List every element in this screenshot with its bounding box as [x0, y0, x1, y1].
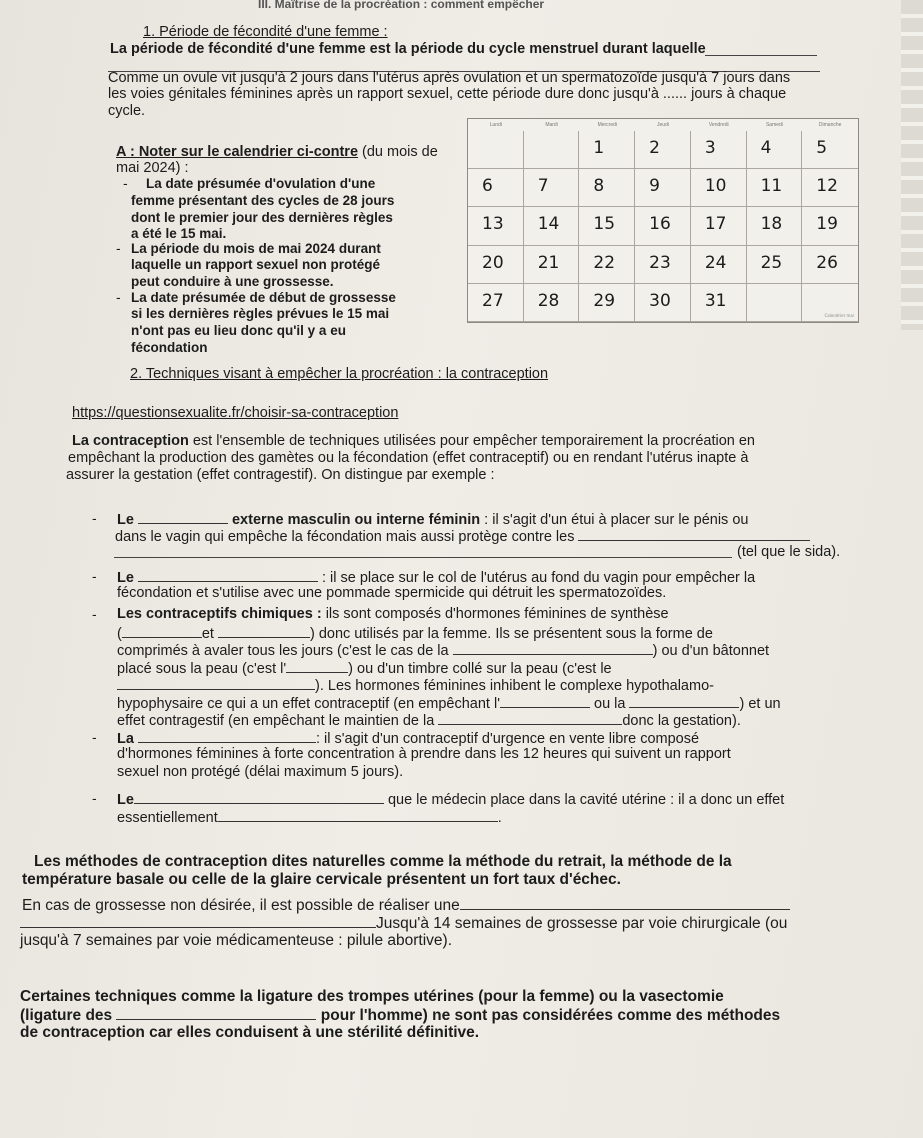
sti-blank[interactable] [578, 527, 810, 541]
calendar-day-number: 1 [593, 138, 605, 158]
chemical-tail: ils sont composés d'hormones féminines de synthèse [321, 606, 669, 622]
calendar-day-number: 13 [482, 214, 504, 235]
contraception-link[interactable]: https://questionsexualite.fr/choisir-sa-contraception [72, 405, 399, 421]
item1-line4: a été le 15 mai. [131, 226, 227, 241]
item1-line2: femme présentant des cycles de 28 jours [131, 193, 395, 208]
ligature-tail: pour l'homme) ne sont pas considérées comme des méthodes [320, 1007, 781, 1024]
morning-after-line-3: sexuel non protégé (délai maximum 5 jours). [117, 764, 404, 780]
part1-title-text: 1. Période de fécondité d'une femme : [143, 24, 388, 40]
calendar-day-cell[interactable] [691, 131, 747, 169]
calendar-day-number: 16 [649, 214, 671, 235]
calendar-day-cell[interactable] [524, 131, 580, 169]
calendar-day-number: 6 [482, 176, 493, 197]
calendar-weekday-header [468, 119, 858, 131]
pill-text: comprimés à avaler tous les jours (c'est le cas de la [117, 643, 449, 659]
calendar-grid [468, 131, 858, 322]
calendar-day-cell[interactable] [635, 131, 691, 169]
bullet-dash: - [116, 240, 121, 256]
calendar-day-number: 22 [593, 252, 616, 273]
item1-line3: dont le premier jour des dernières règles [131, 210, 393, 225]
bullet-dash: - [92, 606, 97, 622]
chemical-line-7 [117, 711, 741, 730]
calendar-day-cell[interactable] [802, 246, 858, 284]
calendar-day-cell[interactable] [579, 169, 635, 207]
natural-methods-line-1: Les méthodes de contraception dites naturelles comme la méthode du retrait, la méthode de la [34, 853, 732, 870]
iud-line-1 [117, 790, 784, 809]
natural-methods-line-2: température basale ou celle de la glaire cervicale présentent un fort taux d'échec. [22, 871, 621, 888]
iud-effect-text: essentiellement [117, 810, 218, 826]
calendar-day-cell[interactable] [579, 284, 635, 322]
condom-line-3: (tel que le sida). [737, 544, 841, 560]
abortion-weeks: Jusqu'à 14 semaines de grossesse par voie chirurgicale (ou [376, 915, 788, 932]
calendar-day-cell[interactable] [468, 284, 524, 322]
calendar-day-number: 31 [704, 290, 727, 311]
item3-line1: La date présumée de début de grossesse [131, 290, 396, 305]
condom-tail: : il s'agit d'un étui à placer sur le pénis ou [480, 512, 749, 528]
calendar-day-cell[interactable] [802, 284, 858, 322]
calendar-day-cell[interactable] [635, 169, 691, 207]
calendar-instruction-2: mai 2024) : [116, 160, 189, 176]
calendar-day-cell[interactable] [524, 284, 580, 322]
condom-type: externe masculin ou interne féminin [231, 512, 481, 528]
fecundity-definition: La période de fécondité d'une femme est la période du cycle menstruel durant laquelle [110, 41, 706, 57]
condom-le: Le [117, 512, 134, 528]
morning-after-tail: : il s'agit d'un contraceptif d'urgence en vente libre composé [315, 731, 700, 747]
gestation-text: donc la gestation). [622, 713, 741, 729]
iud-period: . [497, 810, 502, 826]
patch-text: ) ou d'un timbre collé sur la peau (c'est le [348, 661, 612, 677]
item3-line2: si les dernières règles prévues le 15 mai [131, 306, 390, 321]
calendar-day-number: 20 [482, 252, 504, 273]
calendar-day-cell[interactable] [747, 284, 803, 322]
calendar-day-cell[interactable] [579, 131, 635, 169]
calendar-day-number: 26 [816, 252, 838, 273]
calendar-day-cell[interactable] [747, 246, 803, 284]
fecondation-blank[interactable] [629, 694, 739, 708]
part2-title [130, 366, 548, 383]
chemical-line-2-tail: ) donc utilisés par la femme. Ils se présentent sous la forme de [309, 626, 713, 642]
calendar-day-cell[interactable] [747, 169, 803, 207]
calendar-day-cell[interactable] [635, 284, 691, 322]
implant-intro: ) ou d'un bâtonnet [652, 643, 770, 659]
calendar-day-cell[interactable] [468, 169, 524, 207]
part1-title [143, 24, 388, 41]
intro-line-1 [72, 433, 755, 450]
implant-blank[interactable] [286, 659, 348, 673]
ovulation-blank[interactable] [500, 694, 590, 708]
chemical-line-1 [117, 606, 669, 623]
intro-bold: La contraception [72, 433, 189, 449]
explain-line-3: cycle. [108, 103, 146, 119]
calendar-day-number: 3 [704, 138, 716, 158]
morning-after-la: La [117, 731, 134, 747]
hormone-blank-1[interactable] [122, 624, 202, 638]
calendar-day-number: 24 [704, 252, 727, 273]
calendar-day-cell[interactable] [579, 207, 635, 245]
bullet-dash: - [92, 790, 97, 806]
calendar-day-number: 17 [704, 214, 727, 235]
calendar-day-cell[interactable] [691, 169, 747, 207]
binder-edge [901, 0, 923, 330]
iud-le: Le [117, 792, 134, 808]
iud-blank[interactable] [134, 790, 384, 804]
calendar-day-number: 30 [649, 290, 671, 311]
bullet-dash: - [92, 568, 97, 584]
weekday-label: Lundi [489, 122, 502, 128]
calendar-footnote: Calendrier mai [824, 313, 854, 318]
explain-line-1: Comme un ovule vit jusqu'à 2 jours dans l'utérus après ovulation et un spermatozoïde jusqu'à 7 jours dans [108, 70, 791, 86]
calendar-day-number: 5 [816, 138, 828, 158]
vas-deferens-blank[interactable] [116, 1006, 316, 1020]
section-title: III. Maîtrise de la procréation : comment empêcher [258, 0, 545, 11]
weekday-label: Mercredi [597, 122, 618, 128]
calendar-day-number: 11 [760, 176, 783, 197]
calendar-day-number: 14 [537, 214, 560, 235]
calendar-day-cell[interactable] [579, 246, 635, 284]
item2-line1: La période du mois de mai 2024 durant [131, 241, 381, 256]
bullet-dash: - [123, 175, 128, 191]
calendar-day-number: 23 [649, 252, 671, 273]
calendar-day-cell[interactable] [635, 246, 691, 284]
calendar-day-number: 8 [593, 176, 605, 197]
item2-line3: peut conduire à une grossesse. [131, 274, 334, 289]
weekday-label: Jeudi [657, 122, 669, 128]
calendar-day-cell[interactable] [802, 131, 858, 169]
ligature-line-3: de contraception car elles conduisent à une stérilité définitive. [20, 1024, 480, 1041]
intro-line-3: assurer la gestation (effet contragestif). On distingue par exemple : [66, 467, 495, 483]
calendar-day-number: 28 [537, 290, 560, 311]
calendar-day-cell[interactable] [524, 169, 580, 207]
chemical-line-3 [117, 641, 769, 660]
calendar-day-number: 21 [537, 252, 560, 273]
or-word: ou la [594, 696, 626, 712]
calendar-day-number: 9 [649, 176, 660, 197]
abortion-line-3: jusqu'à 7 semaines par voie médicamenteuse : pilule abortive). [20, 932, 453, 949]
chemical-head: Les contraceptifs chimiques : [117, 606, 322, 622]
iud-tail: que le médecin place dans la cavité utérine : il a donc un effet [387, 792, 785, 808]
item1-line1: La date présumée d'ovulation d'une [146, 176, 376, 191]
and-a-text: ) et un [739, 696, 781, 712]
calendar-day-number: 4 [760, 138, 772, 158]
calendar-day-cell[interactable] [691, 284, 747, 322]
contraceptive-effect-text: hypophysaire ce qui a un effet contraceptif (en empêchant l' [117, 696, 500, 712]
weekday-label: Vendredi [708, 122, 729, 128]
morning-after-line-2: d'hormones féminines à forte concentration à prendre dans les 12 heures qui suivent un rapport [117, 746, 731, 762]
diaphragm-blank[interactable] [138, 568, 318, 582]
calendar-instruction-underlined: A : Noter sur le calendrier ci-contre [116, 144, 359, 160]
hormone-blank-2[interactable] [218, 624, 310, 638]
may-2024-calendar [467, 118, 859, 323]
calendar-day-cell[interactable] [802, 169, 858, 207]
intro-rest: est l'ensemble de techniques utilisées pour empêcher temporairement la procréation en [188, 433, 755, 449]
calendar-day-cell[interactable] [468, 207, 524, 245]
abortion-line-1 [22, 896, 790, 914]
weekday-label: Mardi [545, 122, 558, 128]
calendar-day-cell[interactable] [635, 207, 691, 245]
calendar-day-number: 18 [760, 214, 783, 235]
item2-line2: laquelle un rapport sexuel non protégé [131, 257, 381, 272]
calendar-day-number: 2 [649, 138, 660, 158]
calendar-instruction-rest: (du mois de [358, 144, 438, 160]
weekday-label: Samedi [765, 122, 783, 128]
calendar-instruction [116, 144, 438, 161]
diaphragm-tail: : il se place sur le col de l'utérus au fond du vagin pour empêcher la [321, 570, 756, 586]
calendar-day-number: 25 [760, 252, 783, 273]
paren-open: ( [117, 626, 122, 642]
bullet-dash: - [92, 510, 97, 526]
implant-text: placé sous la peau (c'est l' [117, 661, 287, 677]
calendar-day-cell[interactable] [468, 246, 524, 284]
calendar-day-number: 15 [593, 214, 616, 235]
ivg-blank-line-2[interactable] [20, 914, 376, 928]
calendar-day-cell[interactable] [524, 246, 580, 284]
calendar-day-number: 7 [537, 176, 549, 197]
definition-blank[interactable] [705, 55, 817, 56]
sti-blank-line-2[interactable] [114, 557, 732, 558]
abortion-text: En cas de grossesse non désirée, il est possible de réaliser une [22, 897, 460, 914]
calendar-day-cell[interactable] [524, 207, 580, 245]
part2-title-text: 2. Techniques visant à empêcher la procréation : la contraception [130, 366, 549, 382]
explain-line-2: les voies génitales féminines après un rapport sexuel, cette période dure donc jusqu'à ...... jours à chaque [108, 86, 787, 102]
calendar-day-cell[interactable] [747, 207, 803, 245]
calendar-day-number: 12 [816, 176, 838, 197]
calendar-day-cell[interactable] [691, 207, 747, 245]
calendar-day-number: 19 [816, 214, 838, 235]
calendar-day-cell[interactable] [747, 131, 803, 169]
diaphragm-le: Le [117, 570, 134, 586]
calendar-day-cell[interactable] [691, 246, 747, 284]
weekday-label: Dimanche [818, 122, 842, 128]
calendar-day-cell[interactable] [802, 207, 858, 245]
ligature-line-1: Certaines techniques comme la ligature des trompes utérines (pour la femme) ou la vasectomie [20, 988, 724, 1005]
abortion-line-2 [20, 914, 787, 932]
condom-line-2-text: dans le vagin qui empêche la fécondation mais aussi protège contre les [115, 529, 575, 545]
calendar-day-cell[interactable] [468, 131, 524, 169]
iud-line-2 [117, 808, 502, 827]
patch-blank[interactable] [117, 676, 315, 690]
condom-line-2 [115, 527, 810, 546]
nidation-blank[interactable] [438, 711, 622, 725]
inhibit-text: ). Les hormones féminines inhibent le complexe hypothalamo- [315, 678, 714, 694]
diaphragm-line-2: fécondation et s'utilise avec une pommade spermicide qui détruit les spermatozoïdes. [117, 585, 667, 601]
calendar-day-number: 29 [593, 290, 616, 311]
condom-blank[interactable] [138, 510, 228, 524]
item3-line3: n'ont pas eu lieu donc qu'il y a eu [131, 323, 346, 338]
ivg-blank[interactable] [460, 896, 790, 910]
pill-blank[interactable] [453, 641, 653, 655]
and-word: et [201, 626, 214, 642]
intro-line-2: empêchant la production des gamètes ou la fécondation (effet contraceptif) ou en rendant l'utérus inapte à [68, 450, 749, 466]
iud-effect-blank[interactable] [218, 808, 498, 822]
ligature-line-2 [20, 1006, 780, 1024]
item3-line4: fécondation [131, 340, 208, 355]
calendar-day-number: 27 [482, 290, 504, 311]
bullet-dash: - [92, 729, 97, 745]
contragestive-text: effet contragestif (en empêchant le maintien de la [117, 713, 435, 729]
ligature-text: (ligature des [20, 1007, 113, 1024]
calendar-day-number: 10 [704, 176, 727, 197]
bullet-dash: - [116, 289, 121, 305]
chemical-line-5 [117, 676, 714, 695]
morning-after-blank[interactable] [138, 729, 316, 743]
